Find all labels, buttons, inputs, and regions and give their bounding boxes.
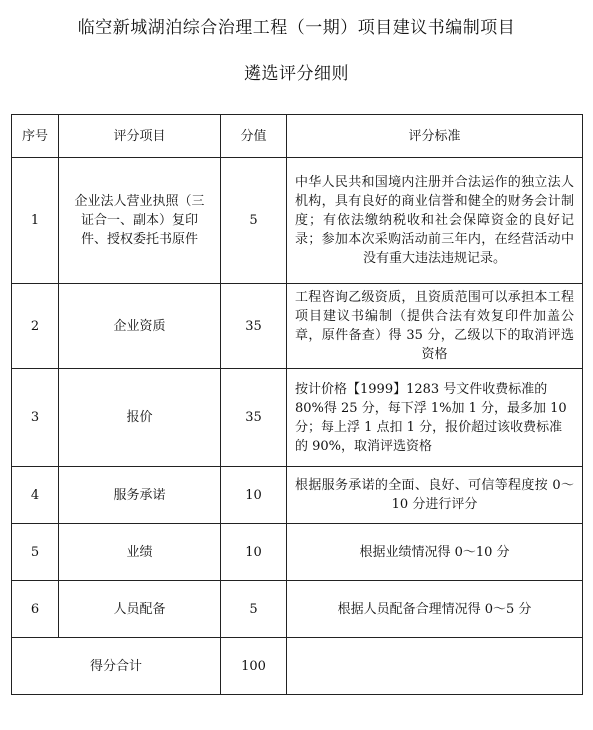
row-item: 业绩 [59,524,221,581]
row-no: 5 [12,524,59,581]
row-criteria: 工程咨询乙级资质，且资质范围可以承担本工程项目建议书编制（提供合法有效复印件加盖公章，原件备查）得 35 分，乙级以下的取消评选资格 [287,284,583,369]
table-header-row [12,115,583,158]
row-item: 人员配备 [59,581,221,638]
table-row [12,581,583,638]
table-row [12,524,583,581]
row-criteria: 根据人员配备合理情况得 0～5 分 [287,581,583,638]
row-no: 4 [12,467,59,524]
row-criteria: 根据服务承诺的全面、良好、可信等程度按 0～10 分进行评分 [287,467,583,524]
scoring-table [11,114,583,695]
total-score: 100 [221,638,287,695]
header-score: 分值 [221,115,287,158]
row-item: 企业资质 [59,284,221,369]
row-criteria: 根据业绩情况得 0～10 分 [287,524,583,581]
row-no: 2 [12,284,59,369]
row-item: 服务承诺 [59,467,221,524]
row-score: 10 [221,467,287,524]
row-score: 10 [221,524,287,581]
header-criteria: 评分标准 [287,115,583,158]
row-score: 5 [221,158,287,284]
row-score: 35 [221,369,287,467]
table-row [12,369,583,467]
row-score: 35 [221,284,287,369]
document-title-line-1: 临空新城湖泊综合治理工程（一期）项目建议书编制项目 [77,18,516,38]
total-label: 得分合计 [12,638,221,695]
row-no: 1 [12,158,59,284]
table-row [12,158,583,284]
table-row [12,467,583,524]
header-item: 评分项目 [59,115,221,158]
row-score: 5 [221,581,287,638]
row-criteria: 中华人民共和国境内注册并合法运作的独立法人机构，具有良好的商业信誉和健全的财务会计制度；有依法缴纳税收和社会保障资金的良好记录；参加本次采购活动前三年内，在经营活动中没有重大违法违规记录。 [287,158,583,284]
row-criteria: 按计价格【1999】1283 号文件收费标准的 80%得 25 分，每下浮 1%加 1 分，最多加 10 分；每上浮 1 点扣 1 分，报价超过该收费标准的 90%，取消评选资格 [287,369,583,467]
row-item: 企业法人营业执照（三证合一、副本）复印件、授权委托书原件 [59,158,221,284]
total-criteria [287,638,583,695]
row-no: 3 [12,369,59,467]
document-title-line-2: 遴选评分细则 [244,64,349,84]
table-row [12,284,583,369]
row-no: 6 [12,581,59,638]
row-item: 报价 [59,369,221,467]
table-total-row [12,638,583,695]
header-no: 序号 [12,115,59,158]
